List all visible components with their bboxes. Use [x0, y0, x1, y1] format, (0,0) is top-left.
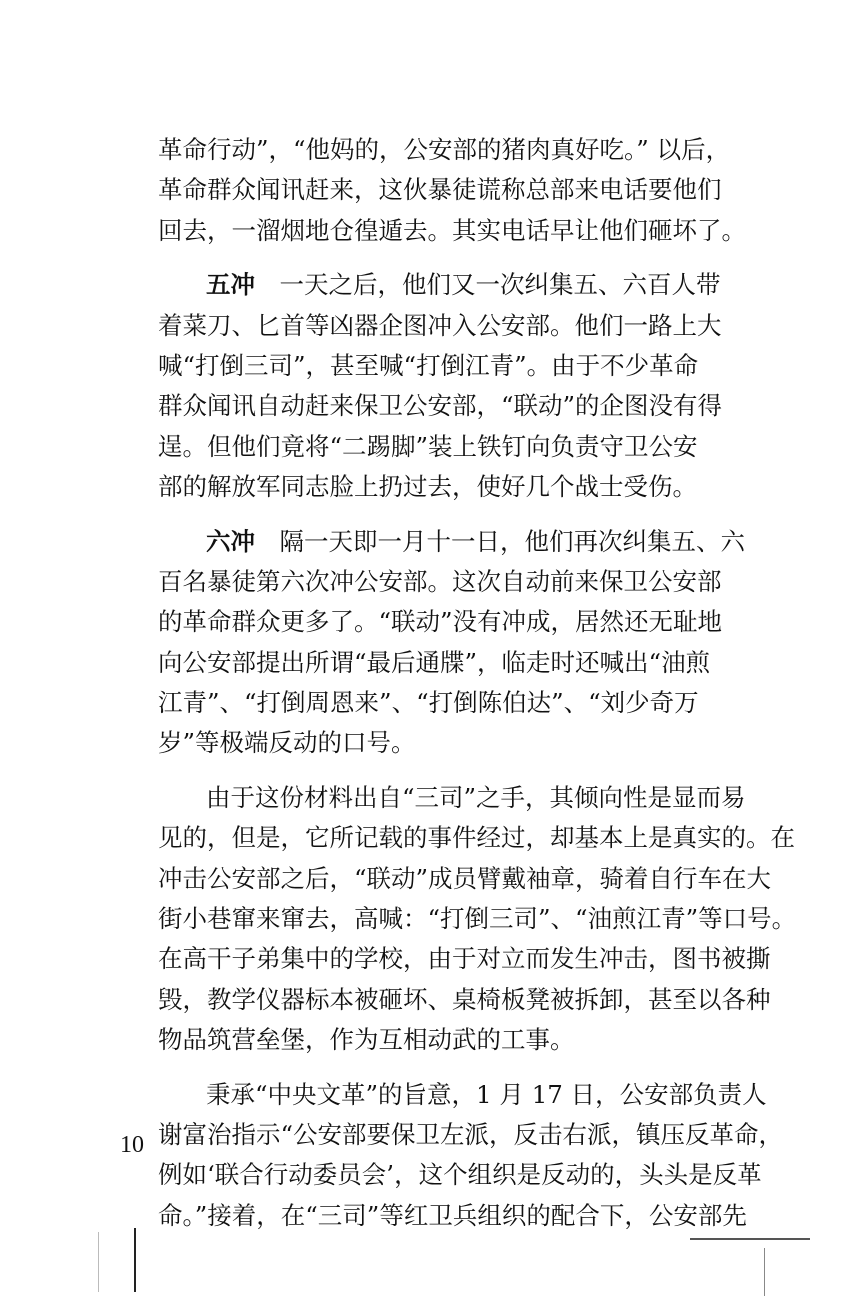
text-line	[158, 265, 738, 305]
text-line: 岁”等极端反动的口号。	[158, 728, 416, 758]
text-line: 街小巷窜来窜去，高喊：“打倒三司”、“油煎江青”等口号。	[158, 904, 797, 934]
text-line: 群众闻讯自动赶来保卫公安部，“联动”的企图没有得	[158, 391, 723, 421]
text-line: 革命群众闻讯赶来，这伙暴徒谎称总部来电话要他们	[158, 175, 722, 205]
text-line: 谢富治指示“公安部要保卫左派，反击右派，镇压反革命，	[158, 1119, 784, 1149]
scan-mark-tick	[764, 1248, 765, 1296]
text-line-rest: 隔一天即一月十一日，他们再次纠集五、六	[255, 526, 745, 556]
text-line	[158, 522, 745, 562]
text-line: 秉承“中央文革”的旨意，1 月 17 日，公安部负责人	[206, 1079, 767, 1109]
paragraph-directive	[158, 1075, 784, 1237]
text-line: 部的解放军同志脸上扔过去，使好几个战士受伤。	[158, 472, 697, 502]
text-line-rest: 一天之后，他们又一次纠集五、六百人带	[255, 270, 721, 300]
paragraph-sixth-charge	[158, 522, 745, 764]
text-line: 见的，但是，它所记载的事件经过，却基本上是真实的。在	[158, 823, 795, 853]
text-line: 命。”接着，在“三司”等红卫兵组织的配合下，公安部先	[158, 1200, 747, 1230]
paragraph-continuation	[158, 130, 746, 251]
page-number: 10	[120, 1132, 144, 1158]
text-line: 由于这份材料出自“三司”之手，其倾向性是显而易	[206, 782, 746, 812]
text-line: 冲击公安部之后，“联动”成员臂戴袖章，骑着自行车在大	[158, 863, 772, 893]
text-line: 在高干子弟集中的学校，由于对立而发生冲击，图书被撕	[158, 944, 771, 974]
text-line: 例如‘联合行动委员会’，这个组织是反动的，头头是反革	[158, 1160, 762, 1190]
text-line: 革命行动”，“他妈的，公安部的猪肉真好吃。” 以后，	[158, 135, 731, 164]
body-text	[158, 130, 797, 1250]
text-line: 物品筑营垒堡，作为互相动武的工事。	[158, 1025, 575, 1055]
text-line: 毁，教学仪器标本被砸坏、桌椅板凳被拆卸，甚至以各种	[158, 984, 771, 1014]
section-lead: 五冲	[206, 270, 255, 300]
scan-mark-horizontal	[690, 1238, 810, 1240]
scan-mark-dotted	[98, 1232, 99, 1292]
section-lead: 六冲	[206, 526, 255, 556]
text-line: 逞。但他们竟将“二踢脚”装上铁钉向负责守卫公安	[158, 431, 698, 461]
text-line: 喊“打倒三司”，甚至喊“打倒江青”。由于不少革命	[158, 350, 699, 380]
paragraph-commentary	[158, 778, 797, 1061]
text-line: 的革命群众更多了。“联动”没有冲成，居然还无耻地	[158, 607, 723, 637]
text-line: 百名暴徒第六次冲公安部。这次自动前来保卫公安部	[158, 566, 722, 596]
scan-mark-vertical	[134, 1228, 136, 1292]
text-line: 回去，一溜烟地仓徨遁去。其实电话早让他们砸坏了。	[158, 215, 746, 245]
text-line: 着菜刀、匕首等凶器企图冲入公安部。他们一路上大	[158, 310, 722, 340]
text-line: 江青”、“打倒周恩来”、“打倒陈伯达”、“刘少奇万	[158, 688, 699, 718]
paragraph-fifth-charge	[158, 265, 738, 507]
text-line: 向公安部提出所谓“最后通牒”，临走时还喊出“油煎	[158, 647, 711, 677]
